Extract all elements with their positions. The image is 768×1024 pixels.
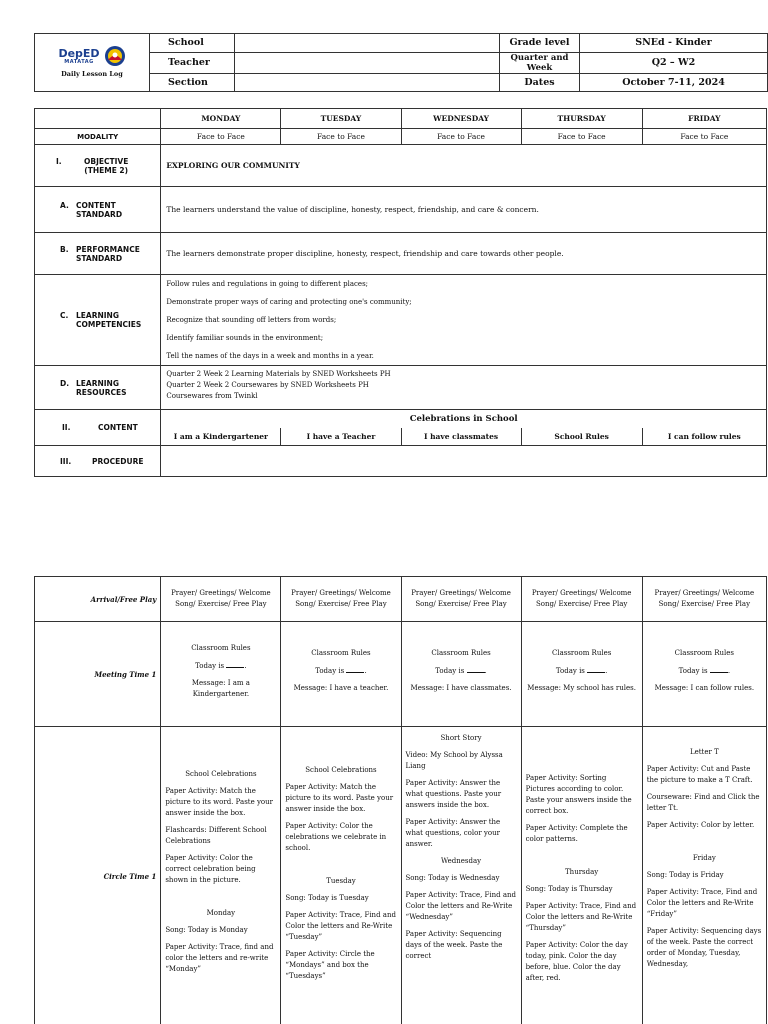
- deped-logo-text: DepED: [58, 46, 100, 60]
- activity-item: Paper Activity: Sequencing days of the week. Paste the correct order of Monday, Tuesday, Wednesday,: [646, 927, 762, 968]
- day-header-thursday: THURSDAY: [521, 109, 642, 129]
- bagong-pilipinas-logo-icon: [104, 45, 126, 67]
- resource-item: Coursewares from Twinkl: [166, 392, 258, 400]
- dates-label: Dates: [500, 73, 580, 92]
- resources-label: LEARNING: [76, 378, 119, 388]
- resources-label-cell: [35, 366, 161, 410]
- objective-numeral: I.: [56, 156, 62, 166]
- activity-item: Paper Activity: Color the day today, pink. Color the day before, blue. Color the day after, red.: [525, 941, 628, 982]
- school-label: School: [150, 34, 235, 53]
- performance-standard-letter: B.: [60, 244, 69, 254]
- day-header-monday: MONDAY: [161, 109, 281, 129]
- activity-item: Paper Activity: Sorting Pictures according to color. Paste your answers inside the correct box.: [525, 774, 632, 815]
- activity-item: Song: Today is Tuesday: [285, 894, 369, 902]
- daily-lesson-log-label: Daily Lesson Log: [61, 70, 123, 79]
- objective-text: EXPLORING OUR COMMUNITY: [161, 145, 767, 187]
- lesson-overview-table: [34, 108, 767, 477]
- arrival-thursday: Prayer/ Greetings/ Welcome Song/ Exercise/ Free Play: [521, 577, 642, 622]
- classroom-rules: Classroom Rules: [191, 643, 251, 652]
- activity-item: Paper Activity: Match the picture to its word. Paste your answer inside the box.: [165, 787, 273, 817]
- activity-heading: School Celebrations: [185, 770, 257, 778]
- modality-label: MODALITY: [35, 129, 161, 145]
- competency-item: Demonstrate proper ways of caring and protecting one's community;: [166, 298, 412, 306]
- competency-item: Follow rules and regulations in going to different places;: [166, 280, 369, 288]
- resources-label-2: RESOURCES: [76, 387, 127, 397]
- grade-level-value: SNEd - Kinder: [580, 34, 768, 53]
- procedure-label: PROCEDURE: [92, 456, 144, 466]
- today-is: Today is .: [315, 667, 367, 675]
- arrival-tuesday: Prayer/ Greetings/ Welcome Song/ Exercise/ Free Play: [281, 577, 401, 622]
- message: Message: I have classmates.: [410, 684, 512, 692]
- arrival-label: Arrival/Free Play: [35, 577, 161, 622]
- competencies-letter: C.: [60, 311, 69, 320]
- competencies-label-2: COMPETENCIES: [76, 320, 142, 329]
- grade-level-label: Grade level: [500, 34, 580, 53]
- teacher-label: Teacher: [150, 52, 235, 73]
- content-standard-label-2: STANDARD: [76, 209, 123, 219]
- performance-standard-label: PERFORMANCE: [76, 244, 140, 254]
- activity-item: Paper Activity: Match the picture to its word. Paste your answer inside the box.: [285, 783, 394, 813]
- modality-monday: Face to Face: [161, 129, 281, 145]
- resources-letter: D.: [60, 378, 70, 388]
- content-label: CONTENT: [98, 423, 138, 432]
- activity-item: Paper Activity: Trace, Find and Color the letters and Re-Write “Tuesday”: [285, 911, 396, 941]
- circle-wednesday: [401, 727, 521, 1024]
- activity-item: Song: Today is Wednesday: [405, 874, 500, 882]
- meeting-thursday: [521, 622, 642, 727]
- competency-item: Recognize that sounding off letters from words;: [166, 316, 337, 324]
- meeting-tuesday: [281, 622, 401, 727]
- content-standard-label: CONTENT: [76, 200, 116, 210]
- school-value[interactable]: [235, 34, 500, 53]
- modality-tuesday: Face to Face: [281, 129, 401, 145]
- modality-friday: Face to Face: [642, 129, 766, 145]
- activity-item: Song: Today is Thursday: [525, 885, 613, 893]
- activity-item: Paper Activity: Cut and Paste the picture to make a T Craft.: [646, 765, 753, 784]
- message: Message: My school has rules.: [527, 684, 636, 692]
- modality-thursday: Face to Face: [521, 129, 642, 145]
- competencies-label: LEARNING: [76, 311, 119, 320]
- section-value[interactable]: [235, 73, 500, 92]
- objective-theme: (THEME 2): [84, 165, 129, 175]
- dates-value: October 7-11, 2024: [580, 73, 768, 92]
- topic-friday: I can follow rules: [642, 428, 766, 446]
- activity-item: Song: Today is Monday: [165, 926, 248, 934]
- performance-standard-text: The learners demonstrate proper discipline, honesty, respect, friendship and care towards other people.: [161, 233, 767, 275]
- activity-item: Paper Activity: Trace, Find and Color the letters and Re-Write “Friday”: [646, 888, 758, 918]
- content-numeral: II.: [62, 423, 71, 432]
- activity-item: Flashcards: Different School Celebrations: [165, 826, 267, 845]
- content-title: Celebrations in School: [161, 410, 767, 428]
- classroom-rules: Classroom Rules: [311, 649, 371, 657]
- classroom-rules: Classroom Rules: [551, 649, 612, 657]
- activity-heading: Letter T: [689, 748, 719, 756]
- activity-item: Paper Activity: Color by letter.: [646, 821, 755, 829]
- arrival-friday: Prayer/ Greetings/ Welcome Song/ Exercise/ Free Play: [642, 577, 766, 622]
- performance-standard-label-2: STANDARD: [76, 253, 123, 263]
- activity-item: Paper Activity: Trace, Find and Color the letters and Re-Write “Thursday”: [525, 902, 637, 932]
- activity-item: Courseware: Find and Click the letter Tt.: [646, 793, 760, 812]
- section-label: Section: [150, 73, 235, 92]
- today-is: Today is .: [555, 667, 608, 675]
- activity-item: Paper Activity: Answer the what questions. Paste your answers inside the box.: [405, 779, 502, 809]
- arrival-monday: Prayer/ Greetings/ Welcome Song/ Exercise/ Free Play: [161, 577, 281, 622]
- day-header-wednesday: WEDNESDAY: [401, 109, 521, 129]
- topic-thursday: School Rules: [521, 428, 642, 446]
- today-is: Today is .: [435, 667, 487, 675]
- objective-label: OBJECTIVE: [84, 156, 129, 166]
- topic-wednesday: I have classmates: [401, 428, 521, 446]
- competencies-list: [161, 275, 767, 366]
- meeting-wednesday: [401, 622, 521, 727]
- today-is: Today is .: [195, 661, 247, 670]
- activity-heading: School Celebrations: [305, 766, 377, 774]
- procedure-label-cell: [35, 446, 161, 477]
- quarter-week-value: Q2 – W2: [580, 52, 768, 73]
- classroom-rules: Classroom Rules: [674, 649, 735, 657]
- message: Message: I can follow rules.: [654, 684, 755, 692]
- activity-heading: Friday: [692, 854, 716, 862]
- content-standard-letter: A.: [60, 200, 69, 210]
- activity-heading: Thursday: [565, 868, 599, 876]
- activity-heading: Tuesday: [326, 877, 356, 885]
- activity-item: Paper Activity: Sequencing days of the week. Paste the correct: [405, 930, 503, 960]
- today-is: Today is .: [678, 667, 731, 675]
- circle-monday: [161, 727, 281, 1024]
- competency-item: Identify familiar sounds in the environment;: [166, 334, 324, 342]
- circle-thursday: [521, 727, 642, 1024]
- day-header-tuesday: TUESDAY: [281, 109, 401, 129]
- content-label-cell: [35, 410, 161, 446]
- competency-item: Tell the names of the days in a week and months in a year.: [166, 352, 374, 360]
- circle-friday: [642, 727, 766, 1024]
- message: Message: I have a teacher.: [293, 684, 389, 692]
- competencies-label-cell: [35, 275, 161, 366]
- header-table: [34, 33, 768, 92]
- meeting-label: Meeting Time 1: [35, 622, 161, 727]
- performance-standard-label-cell: [35, 233, 161, 275]
- circle-label: Circle Time 1: [35, 727, 161, 1024]
- topic-monday: I am a Kindergartener: [161, 428, 281, 446]
- activity-item: Song: Today is Friday: [646, 871, 724, 879]
- modality-wednesday: Face to Face: [401, 129, 521, 145]
- logo-cell: [35, 34, 150, 92]
- activity-item: Paper Activity: Color the correct celebration being shown in the picture.: [165, 854, 256, 884]
- resources-list: [161, 366, 767, 410]
- classroom-rules: Classroom Rules: [431, 649, 491, 657]
- activity-item: Paper Activity: Color the celebrations we celebrate in school.: [285, 822, 387, 852]
- circle-tuesday: [281, 727, 401, 1024]
- objective-label-cell: [35, 145, 161, 187]
- activity-heading: Short Story: [440, 734, 482, 742]
- activity-item: Paper Activity: Answer the what questions, color your answer.: [405, 818, 501, 848]
- resource-item: Quarter 2 Week 2 Learning Materials by SNED Worksheets PH: [166, 370, 391, 378]
- matatag-logo-text: MATATAG: [64, 58, 94, 65]
- content-standard-text: The learners understand the value of discipline, honesty, respect, friendship, and care & concern.: [161, 187, 767, 233]
- procedure-table: [34, 576, 767, 1024]
- quarter-week-label: Quarter and Week: [500, 52, 580, 73]
- meeting-monday: [161, 622, 281, 727]
- procedure-numeral: III.: [60, 456, 72, 466]
- activity-heading: Monday: [206, 909, 236, 917]
- resource-item: Quarter 2 Week 2 Coursewares by SNED Worksheets PH: [166, 381, 369, 389]
- activity-item: Paper Activity: Trace, find and color the letters and re-write “Monday”: [165, 943, 274, 973]
- activity-item: Paper Activity: Trace, Find and Color the letters and Re-Write “Wednesday”: [405, 891, 517, 921]
- activity-item: Video: My School by Alyssa Liang: [405, 751, 503, 770]
- activity-item: Paper Activity: Circle the “Mondays” and box the “Tuesdays”: [285, 950, 375, 980]
- blank-corner-cell: [35, 109, 161, 129]
- topic-tuesday: I have a Teacher: [281, 428, 401, 446]
- meeting-friday: [642, 622, 766, 727]
- arrival-wednesday: Prayer/ Greetings/ Welcome Song/ Exercise/ Free Play: [401, 577, 521, 622]
- message: Message: I am a Kindergartener.: [191, 678, 250, 698]
- day-header-friday: FRIDAY: [642, 109, 766, 129]
- procedure-blank: [161, 446, 767, 477]
- content-standard-label-cell: [35, 187, 161, 233]
- activity-item: Paper Activity: Complete the color patterns.: [525, 824, 628, 843]
- teacher-value[interactable]: [235, 52, 500, 73]
- activity-heading: Wednesday: [440, 857, 482, 865]
